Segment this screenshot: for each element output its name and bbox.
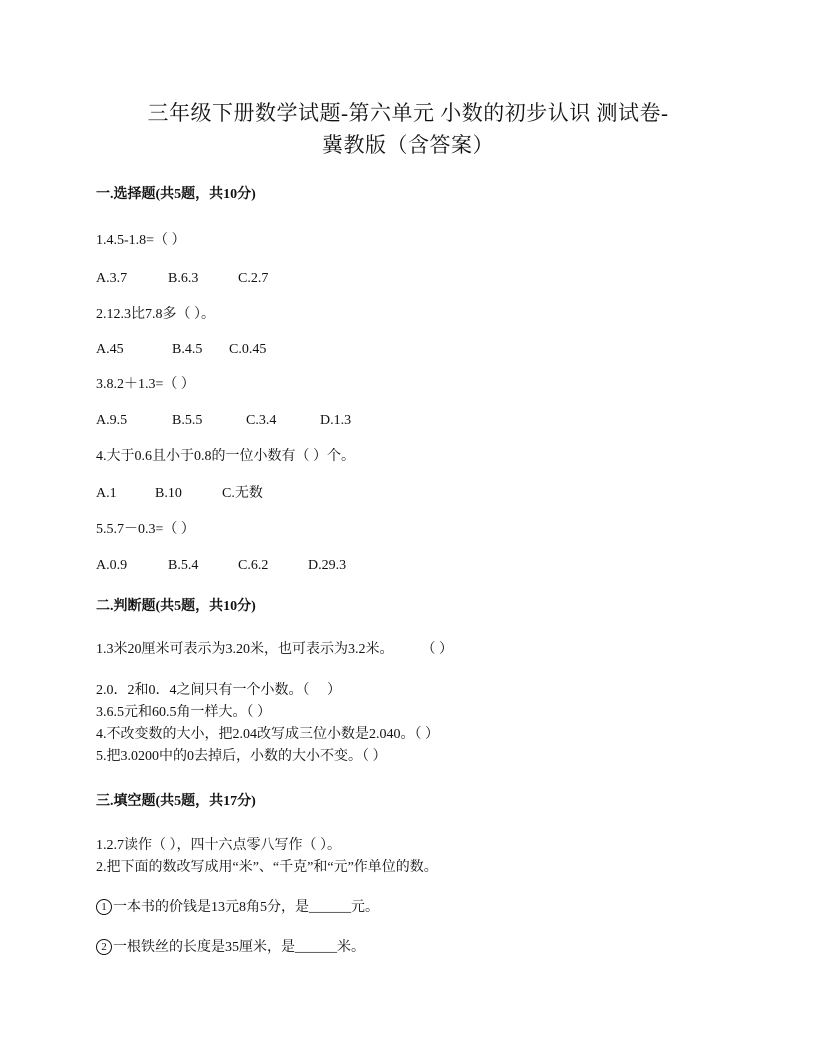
option-row xyxy=(96,340,266,360)
option: A.1 xyxy=(96,486,117,501)
option: B.5.4 xyxy=(168,558,199,573)
question-stem: 5.5.7－0.3=（ ） xyxy=(96,522,195,537)
option: A.9.5 xyxy=(96,413,128,428)
option: B.5.5 xyxy=(172,413,203,428)
question-stem: 4.大于0.6且小于0.8的一位小数有（ ）个。 xyxy=(96,449,355,464)
option: C.0.45 xyxy=(229,342,267,357)
section-heading-fill-blank: 三.填空题(共5题，共17分) xyxy=(96,794,256,809)
option: B.10 xyxy=(155,486,182,501)
option: A.3.7 xyxy=(96,271,128,286)
fill-blank-item: 1.2.7读作（ ），四十六点零八写作（ ）。 xyxy=(96,838,341,853)
question-stem: 3.8.2＋1.3=（ ） xyxy=(96,377,195,392)
option-row xyxy=(96,269,268,289)
option: C.6.2 xyxy=(238,558,269,573)
fill-blank-item: 2.把下面的数改写成用“米”、“千克”和“元”作单位的数。 xyxy=(96,860,438,875)
judgement-item: 3.6.5元和60.5角一样大。（ ） xyxy=(96,705,271,720)
option: B.4.5 xyxy=(172,342,203,357)
option: D.1.3 xyxy=(320,413,352,428)
option: C.3.4 xyxy=(246,413,277,428)
option-row xyxy=(96,556,346,576)
judgement-item: 5.把3.0200中的0去掉后，小数的大小不变。（ ） xyxy=(96,749,387,764)
option: B.6.3 xyxy=(168,271,199,286)
section-heading-judgement: 二.判断题(共5题，共10分) xyxy=(96,599,256,614)
judgement-item: 4.不改变数的大小，把2.04改写成三位小数是2.040。（ ） xyxy=(96,727,439,742)
document-title-line-2: 冀教版（含答案） xyxy=(322,133,494,157)
section-heading-choice: 一.选择题(共5题，共10分) xyxy=(96,187,256,202)
option-row xyxy=(96,411,351,431)
fill-blank-subitem xyxy=(96,898,379,918)
judgement-item: 2.0．2和0．4之间只有一个小数。（ ） xyxy=(96,683,341,698)
option: A.0.9 xyxy=(96,558,128,573)
document-title-line-1: 三年级下册数学试题-第六单元 小数的初步认识 测试卷- xyxy=(147,101,669,125)
option: A.45 xyxy=(96,342,124,357)
option-row xyxy=(96,484,263,504)
subitem-text: 一根铁丝的长度是35厘米，是______米。 xyxy=(113,940,365,955)
circled-number-marker: 2 xyxy=(96,939,112,955)
circled-number-marker: 1 xyxy=(96,899,112,915)
option: D.29.3 xyxy=(308,558,347,573)
question-stem: 2.12.3比7.8多（ ）。 xyxy=(96,307,215,322)
subitem-text: 一本书的价钱是13元8角5分，是______元。 xyxy=(113,900,379,915)
option: C.无数 xyxy=(222,486,263,501)
judgement-item: 1.3米20厘米可表示为3.20米，也可表示为3.2米。 （ ） xyxy=(96,642,453,657)
option: C.2.7 xyxy=(238,271,269,286)
question-stem: 1.4.5-1.8=（ ） xyxy=(96,233,186,248)
fill-blank-subitem xyxy=(96,938,365,958)
